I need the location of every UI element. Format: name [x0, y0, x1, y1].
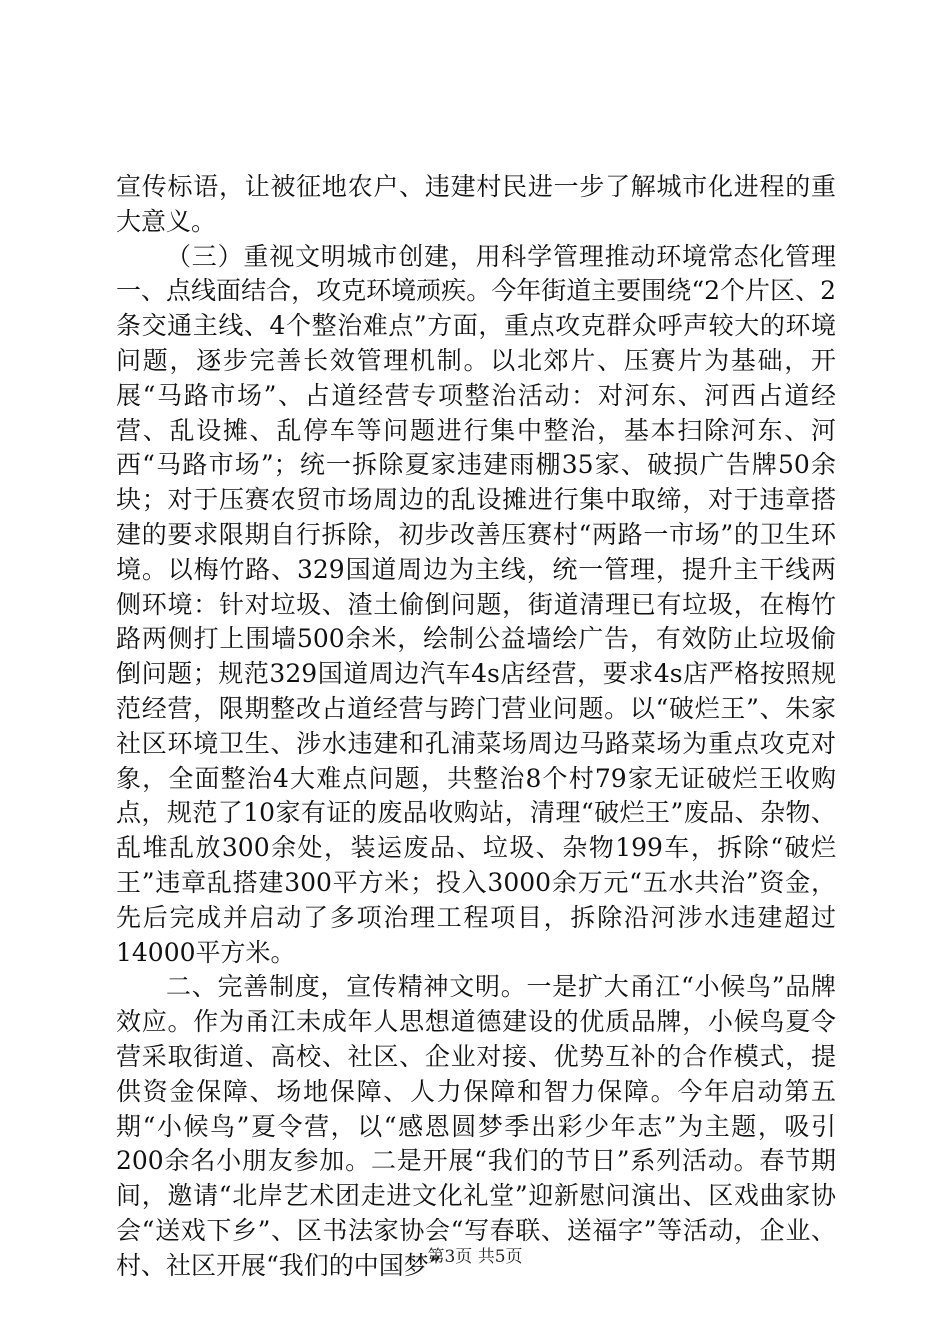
paragraph-section-two: 二、完善制度，宣传精神文明。一是扩大甬江“小候鸟”品牌效应。作为甬江未成年人思想道德建设的优质品牌，小候鸟夏令营采取街道、高校、社区、企业对接、优势互补的合作模式，提供资金保障、场地保障、人力保障和智力保障。今年启动第五期“小候鸟”夏令营，以“感恩圆梦季出彩少年志”为主题，吸引200余名小朋友参加。二是开展“我们的节日”系列活动。春节期间，邀请“北岸艺术团走进文化礼堂”迎新慰问演出、区戏曲家协会“送戏下乡”、区书法家协会“写春联、送福字”等活动，企业、村、社区开展“我们的中国梦” [116, 972, 836, 1280]
paragraph-continuation: 宣传标语，让被征地农户、违建村民进一步了解城市化进程的重大意义。 [116, 172, 836, 236]
page-number-footer: 第3页 共5页 [427, 1247, 523, 1267]
document-body [116, 170, 836, 1284]
paragraph-section-three: （三）重视文明城市创建，用科学管理推动环境常态化管理一、点线面结合，攻克环境顽疾。今年街道主要围绕“2个片区、2条交通主线、4个整治难点”方面，重点攻克群众呼声较大的环境问题，逐步完善长效管理机制。以北郊片、压赛片为基础，开展“马路市场”、占道经营专项整治活动：对河东、河西占道经营、乱设摊、乱停车等问题进行集中整治，基本扫除河东、河西“马路市场”；统一拆除夏家违建雨棚35家、破损广告牌50余块；对于压赛农贸市场周边的乱设摊进行集中取缔，对于违章搭建的要求限期自行拆除，初步改善压赛村“两路一市场”的卫生环境。以梅竹路、329国道周边为主线，统一管理，提升主干线两侧环境：针对垃圾、渣土偷倒问题，街道清理已有垃圾，在梅竹路两侧打上围墙500余米，绘制公益墙绘广告，有效防止垃圾偷倒问题；规范329国道周边汽车4s店经营，要求4s店严格按照规范经营，限期整改占道经营与跨门营业问题。以“破烂王”、朱家社区环境卫生、涉水违建和孔浦菜场周边马路菜场为重点攻克对象，全面整治4大难点问题，共整治8个村79家无证破烂王收购点，规范了10家有证的废品收购站，清理“破烂王”废品、杂物、乱堆乱放300余处，装运废品、垃圾、杂物199车，拆除“破烂王”违章乱搭建300平方米；投入3000余万元“五水共治”资金，先后完成并启动了多项治理工程项目，拆除沿河涉水违建超过14000平方米。 [116, 241, 836, 967]
